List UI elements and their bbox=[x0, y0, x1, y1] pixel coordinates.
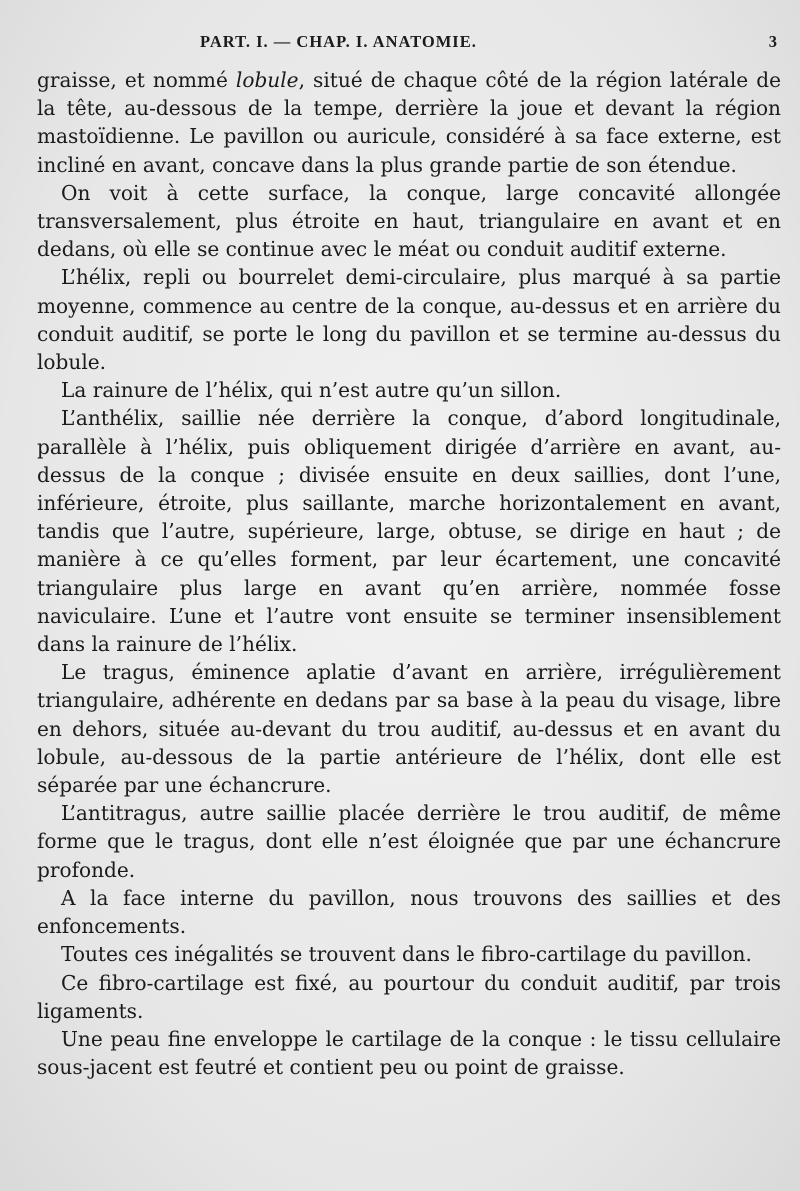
paragraph: Une peau fine enveloppe le cartilage de la conque : le tissu cellulaire sous-jacent est feutré et contient peu ou point de graisse. bbox=[37, 1026, 781, 1080]
paragraph: Le tragus, éminence aplatie d’avant en arrière, irrégulièrement triangulaire, adhérente en dedans par sa base à la peau du visage, libre en dehors, située au-devant du trou auditif, au-dessus et en avant du lobule, au-dessous de la partie antérieure de l’hélix, dont elle est séparée par une échancrure. bbox=[37, 660, 781, 798]
page-number: 3 bbox=[768, 32, 778, 51]
paragraph: L’anthélix, saillie née derrière la conque, d’abord longitudinale, parallèle à l’hélix, puis obliquement dirigée d’arrière en avant, au-dessus de la conque ; divisée ensuite en deux saillies, dont l’une, inférieure, étroite, plus saillante, marche horizontalement en avant, tandis que l’autre, supérieure, large, obtuse, se dirige en haut ; de manière à ce qu’elles forment, par leur écartement, une concavité triangulaire plus large en avant qu’en arrière, nommée fosse naviculaire. L’une et l’autre vont ensuite se terminer insensiblement dans la rainure de l’hélix. bbox=[37, 406, 781, 657]
paragraph: On voit à cette surface, la conque, large concavité allongée transversalement, plus étroite en haut, triangulaire en avant et en dedans, où elle se continue avec le méat ou conduit auditif externe. bbox=[37, 180, 781, 262]
paragraph-text: , situé de chaque côté de la région latérale de la tête, au-dessous de la tempe, derrière la joue et devant la région mastoïdienne. Le pavillon ou auricule, considéré à sa face externe, est incliné en avant, concave dans la plus grande partie de son étendue. bbox=[37, 68, 781, 177]
running-header bbox=[0, 32, 800, 56]
paragraph: A la face interne du pavillon, nous trouvons des saillies et des enfoncements. bbox=[37, 885, 781, 939]
body-text bbox=[37, 66, 781, 1081]
paragraph-text: graisse, et nommé bbox=[37, 68, 236, 92]
paragraph: La rainure de l’hélix, qui n’est autre qu’un sillon. bbox=[61, 378, 562, 403]
header-title: PART. I. — CHAP. I. ANATOMIE. bbox=[200, 32, 477, 51]
paragraph: Toutes ces inégalités se trouvent dans le fibro-cartilage du pavillon. bbox=[61, 942, 752, 967]
paragraph: L’hélix, repli ou bourrelet demi-circulaire, plus marqué à sa partie moyenne, commence au centre de la conque, au-dessus et en arrière du conduit auditif, se porte le long du pavillon et se termine au-dessus du lobule. bbox=[37, 265, 781, 375]
paragraph: L’antitragus, autre saillie placée derrière le trou auditif, de même forme que le tragus, dont elle n’est éloignée que par une échancrure profonde. bbox=[37, 801, 781, 882]
paragraph: Ce fibro-cartilage est fixé, au pourtour du conduit auditif, par trois ligaments. bbox=[37, 970, 781, 1023]
paragraph bbox=[37, 66, 781, 179]
italic-term: lobule bbox=[235, 68, 299, 92]
